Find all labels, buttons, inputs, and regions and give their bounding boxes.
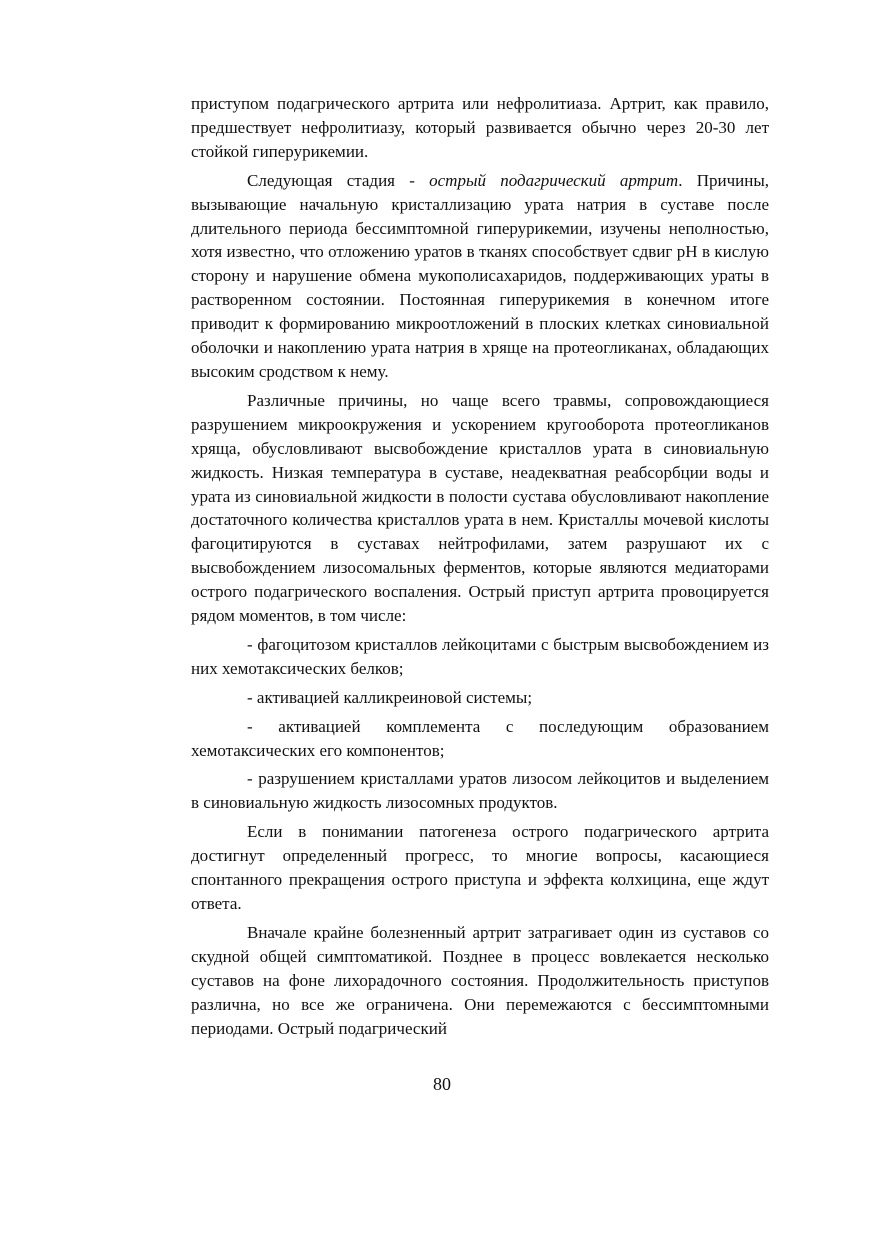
stage-term-emphasis: острый подагрический артрит (429, 170, 679, 190)
paragraph-9: Вначале крайне болезненный артрит затрагивает один из суставов со скудной общей симптоматикой. Позднее в процесс вовлекается несколько суставов на фоне лихорадочного состояния. Продолжительность приступов различна, но все же ограничена. Они перемежаются с бессимптомными периодами. Острый подагрический (191, 922, 769, 1038)
list-item-complement: - активацией комплемента с последующим образованием хемотаксических его компонентов; (191, 716, 769, 760)
paragraph-2-lead: Следующая стадия - (247, 170, 430, 190)
paragraph-8: Если в понимании патогенеза острого подагрического артрита достигнут определенный прогресс, то многие вопросы, касающиеся спонтанного прекращения острого приступа и эффекта колхицина, еще ждут ответа. (191, 822, 769, 913)
paragraph-2 (191, 169, 769, 384)
page-number: 80 (433, 1074, 451, 1094)
list-item-lysosome: - разрушением кристаллами уратов лизосом лейкоцитов и выделением в синовиальную жидкость лизосомных продуктов. (191, 769, 769, 813)
paragraph-3: Различные причины, но чаще всего травмы, сопровождающиеся разрушением микроокружения и ускорением кругооборота протеогликанов хряща, обусловливают высвобождение кристаллов урата в синовиальную жидкость. Низкая температура в суставе, неадекватная реабсорбции воды и урата из синовиальной жидкости в полости сустава обусловливают накопление достаточного количества кристаллов урата в нем. Кристаллы мочевой кислоты фагоцитируются в суставах нейтрофилами, затем разрушают их с высвобождением лизосомальных ферментов, которые являются медиаторами острого подагрического воспаления. Острый приступ артрита провоцируется рядом моментов, в том числе: (191, 390, 769, 626)
paragraph-2-rest: . Причины, вызывающие начальную кристаллизацию урата натрия в суставе после длительного периода бессимптомной гиперурикемии, изучены неполностью, хотя известно, что отложению уратов в тканях способствует сдвиг pH в кислую сторону и нарушение обмена мукополисахаридов, поддерживающих ураты в растворенном состоянии. Постоянная гиперурикемия в конечном итоге приводит к формированию микроотложений в плоских клетках синовиальной оболочки и накоплению урата натрия в хряще на протеогликанах, обладающих высоким сродством к нему. (191, 170, 769, 381)
list-item-phagocytosis: - фагоцитозом кристаллов лейкоцитами с быстрым высвобождением из них хемотаксических белков; (191, 634, 769, 678)
page-body (191, 92, 769, 1045)
paragraph-1: приступом подагрического артрита или нефролитиаза. Артрит, как правило, предшествует нефролитиазу, который развивается обычно через 20-30 лет стойкой гиперурикемии. (191, 94, 769, 161)
list-item-kallikrein: - активацией калликреиновой системы; (247, 687, 533, 707)
